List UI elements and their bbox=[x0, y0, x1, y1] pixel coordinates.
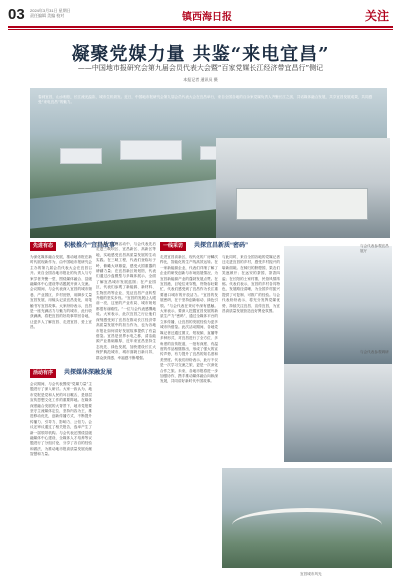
section-head-2: 共探媒体深融发展 bbox=[64, 370, 113, 376]
visit-photo bbox=[284, 364, 392, 462]
text-column-4: 与此同时，来自全国各地的党媒记者还走进宜昌的乡村，感受乡村振兴的崭新面貌。在秭归的脐橙园，果农们笑逐颜开；在远安的茶园，茶香四溢；在长阳的土家村寨，民俗风情浓郁。代表们表示，宜昌的乡村各具特色，发展路径清晰，为全国乡村振兴提供了可复制、可推广的经验。与会代表纷纷表示，将充分发挥党媒优势，持续关注宜昌、宣传宜昌，为宜昌高质量发展营造良好舆论氛围。 bbox=[222, 255, 280, 314]
article-byline: 本报记者 通讯员 摄 bbox=[183, 77, 218, 82]
city-view-photo bbox=[222, 468, 392, 568]
article-subtitle: ——中国地市报研究会第九届会员代表大会暨“百家党媒长江经济带宜昌行”侧记 bbox=[77, 64, 324, 72]
photo-caption-5: 宜昌城市风光 bbox=[300, 572, 322, 576]
section-title: 关注 bbox=[364, 9, 389, 23]
hero-caption: 春到宜昌，山水相依，长江流光溢彩，城市生机勃发。近日，中国地市报研究会第九届会员代表大会在宜昌举行，来自全国各地的百余家党媒负责人齐聚长江之滨，共话媒体融合发展，共享宜昌发展成果，共同感受“来电宜昌”的魅力。 bbox=[38, 95, 373, 104]
section-tag-3: 一线采访 bbox=[160, 242, 186, 251]
delegates-photo bbox=[284, 246, 392, 364]
section-tag-2: 活动有序 bbox=[30, 369, 56, 378]
page-number: 03 bbox=[8, 6, 25, 23]
article-title: 凝聚党媒力量 共鉴“来电宜昌” bbox=[71, 44, 330, 65]
header-rule bbox=[8, 26, 393, 28]
text-column-1a: 为深化媒体融合发展，推动地市报在新时代展现新作为，由中国地市报研究会主办的第九届会员代表大会在宜昌召开。来自全国各地市报社的负责人与专家学者齐聚一堂，围绕媒体融合、县级融媒体中心建设等话题展开深入交流。会议期间，与会代表深入宜昌的城市街巷、产业园区、乡村田野，用脚步丈量宜昌发展，用镜头记录宜昌变化，用笔触书写宜昌故事。大家纷纷表示，宜昌是一座充满活力与魅力的城市，此行收获满满，将把宜昌的好故事带回各地，让更多人了解宜昌、走进宜昌、爱上宜昌。 bbox=[30, 255, 92, 330]
page-header bbox=[8, 5, 393, 31]
section-head-1: 积极推介“宜昌故事” bbox=[64, 243, 119, 249]
bridge-shape bbox=[232, 508, 382, 542]
photo-caption-3: 与会代表参观宜昌展厅 bbox=[360, 244, 389, 253]
text-column-1b: 会议期间，与会代表围绕“党媒力量”主题进行了深入研讨。大家一致认为，地市党报是党和人民的耳目喉舌，是基层宣传思想文化工作的重要阵地。在媒体深度融合发展的大背景下，地市党报要坚守主流媒体定位，坚持内容为王，推进移动优先，创新传播方式，不断提升传播力、引导力、影响力、公信力。会议还审议通过了相关报告，选举产生了新一届领导机构。与会代表还围绕县级融媒体中心建设、全媒体人才培养等议题进行了分组讨论，分享了各自的经验和做法，为推动地市报高质量发展贡献智慧和力量。 bbox=[30, 382, 92, 457]
newspaper-logo: 镇西海日报 bbox=[182, 12, 232, 23]
city-model-shape bbox=[236, 188, 368, 220]
text-column-2: 在为期三天的活动中，与会代表先后走进三峡坝区、宜昌新区、高新区等地，实地感受宜昌高质量发展的生动实践。在三峡工程，代表们登临坛子岭，俯瞰大坝雄姿，感受大国重器的磅礴力量；在宜昌新区规划馆，代表们通过沙盘模型与多媒体展示，全面了解宜昌城市发展蓝图；在产业园区，代表们参观了新能源、新材料、生物医药等企业，见证宜昌产业转型升级的坚实步伐。“宜昌的发展让人眼前一亮，这里的产业布局、城市规划都很有前瞻性。”一位与会代表感慨地说。大家表示，此次宜昌之行让他们深刻感受到了宜昌在推动长江经济带高质量发展中的担当作为，也为各地市报社如何讲好发展故事提供了有益借鉴。宜昌是世界水电之都，清洁能源产业基础雄厚，近年来宜昌坚持生态优先、绿色发展，加快建设长江大保护典范城市，城市面貌日新月异，群众获得感、幸福感不断增强。 bbox=[96, 242, 156, 360]
section-head-3: 共探宜昌新质“密码” bbox=[194, 243, 249, 249]
exhibition-photo bbox=[216, 138, 390, 238]
text-column-3: 走进宜昌高新区，现代化的厂房鳞次栉比，智能化的生产线高效运转。在一家新能源企业，代表们详细了解了企业的研发创新与市场拓展情况，为宜昌新能源产业的蓬勃发展点赞。在宜昌港，巨轮往来穿梭，货物吞吐繁忙，代表们感受到了宜昌作为长江重要港口城市的开放活力。“宜昌的发展密码，在于坚持创新驱动、绿色引领。”与会代表在采访中深有感触。大家表示，要深入挖掘宜昌发展的新质生产力“密码”，通过全媒体平台的立体传播，让宜昌的发展经验为更多城市所借鉴。此次活动期间，各地党媒记者还通过图文、短视频、直播等多种形式，对宜昌进行了全方位、多角度的宣传报道，一批有深度、有温度的作品相继推出，形成了强大的宣传声势，有力提升了宜昌的知名度和美誉度。代表们纷纷表示，此行不仅是一次学习交流之旅，更是一次深化合作之旅。未来，各地市报将进一步加强协作，携手推动媒体融合向纵深发展，共同讲好新时代中国故事。 bbox=[160, 255, 218, 384]
photo-caption-4: 与会代表参观调研 bbox=[360, 350, 389, 354]
issue-meta: 2024年3月31日 星期日 责任编辑 美编 校对 bbox=[30, 8, 71, 18]
section-tag-1: 先进有态 bbox=[30, 242, 56, 251]
header-rule-thin bbox=[8, 29, 393, 30]
